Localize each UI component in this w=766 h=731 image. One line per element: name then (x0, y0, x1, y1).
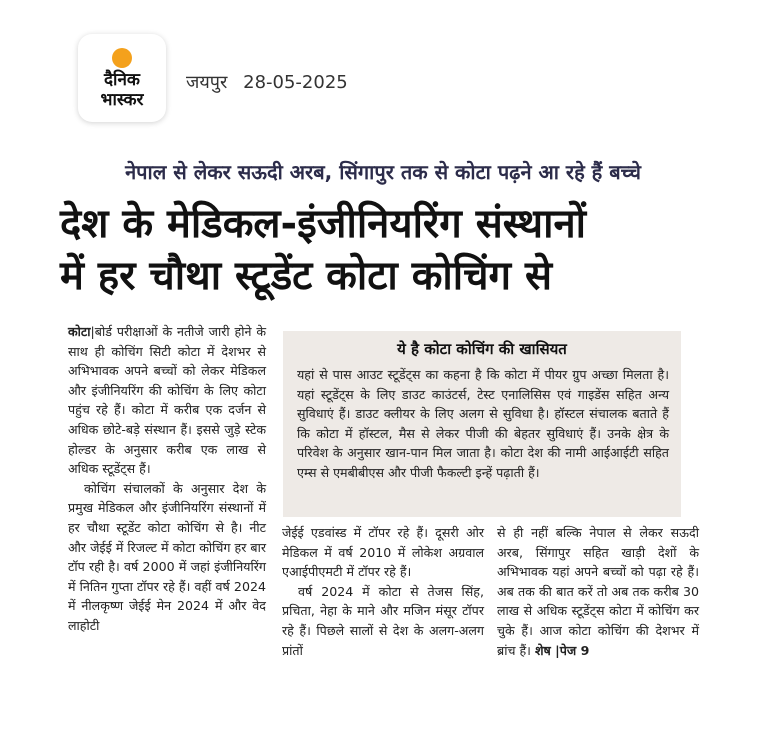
paragraph: कोचिंग संचालकों के अनुसार देश के प्रमुख मेडिकल और इंजीनियरिंग संस्थानों में हर चौथा स्टूडेंट कोटा कोचिंग से है। नीट और जेईई में रिजल्ट में कोटा कोचिंग हर बार टॉप रही है। वर्ष 2000 में जहां इंजीनियरिंग में नितिन गुप्ता टॉपर रहे हैं। वहीं वर्ष 2024 में नीलकृष्ण जेईई मेन 2024 में और वेद लाहोटी (68, 480, 266, 633)
box-title: ये है कोटा कोचिंग की खासियत (397, 340, 567, 358)
headline (60, 198, 710, 302)
paragraph (68, 322, 266, 479)
city-name: जयपुर (186, 72, 228, 93)
paragraph: जेईई एडवांस्ड में टॉपर रहे हैं। दूसरी ओर मेडिकल में वर्ष 2010 में लोकेश अग्रवाल एआईपीएमटी में टॉपर रहे हैं। (282, 525, 484, 580)
dateline-word: कोटा (68, 324, 91, 339)
dateline (186, 70, 348, 94)
article-column-2 (282, 523, 484, 660)
article-column-1 (68, 322, 266, 636)
kicker-heading: नेपाल से लेकर सऊदी अरब, सिंगापुर तक से कोटा पढ़ने आ रहे हैं बच्चे (125, 160, 641, 184)
paragraph (497, 523, 699, 660)
paragraph-text: से ही नहीं बल्कि नेपाल से लेकर सऊदी अरब, सिंगापुर सहित खाड़ी देशों के अभिभावक यहां अपने बच्चों को पढ़ा रहे हैं। अब तक की बात करें तो अब तक करीब 30 लाख से अधिक स्टूडेंट्स कोटा में कोचिंग कर चुके हैं। आज कोटा कोचिंग की देशभर में ब्रांच हैं। (497, 525, 699, 658)
article-column-3 (497, 523, 699, 660)
sun-icon (112, 48, 132, 68)
headline-line-2: में हर चौथा स्टूडेंट कोटा कोचिंग से (60, 253, 553, 299)
logo-line-2: भास्कर (100, 90, 144, 110)
paragraph-text: |बोर्ड परीक्षाओं के नतीजे जारी होने के साथ ही कोचिंग सिटी कोटा में देशभर से अभिभावक अपने बच्चों को लेकर मेडिकल और इंजीनियरिंग की कोचिंग के लिए कोटा पहुंच रहे हैं। कोटा में करीब एक दर्जन से अधिक छोटे-बड़े संस्थान हैं। इससे जुड़े स्टेक होल्डर के अनुसार करीब एक लाख से अधिक स्टूडेंट्स हैं। (68, 324, 266, 477)
continued-note: शेष |पेज 9 (534, 642, 590, 658)
publish-date: 28-05-2025 (243, 72, 348, 93)
highlights-box (283, 331, 681, 517)
paragraph: वर्ष 2024 में कोटा से तेजस सिंह, प्रचिता, नेहा के माने और मजिन मंसूर टॉपर रहे हैं। पिछले सालों से देश के अलग-अलग प्रांतों (282, 583, 484, 658)
logo-line-1: दैनिक (104, 70, 140, 90)
newspaper-logo (78, 34, 166, 122)
box-body: यहां से पास आउट स्टूडेंट्स का कहना है कि कोटा में पीयर ग्रुप अच्छा मिलता है। यहां स्टूडेंट्स के लिए डाउट काउंटर्स, टेस्ट एनालिसिस एवं गाइडेंस सहित अन्य सुविधाएं हैं। डाउट क्लीयर के लिए अलग से सुविधा है। हॉस्टल संचालक बताते हैं कि कोटा में हॉस्टल, मैस से लेकर पीजी की बेहतर सुविधाएं हैं। उनके क्षेत्र के परिवेश के अनुसार खान-पान मिल जाता है। कोटा देश की नामी आईआईटी सहित एम्स से एमबीबीएस और पीजी फैकल्टी इन्हें पढ़ाती हैं। (297, 367, 669, 480)
headline-line-1: देश के मेडिकल-इंजीनियरिंग संस्थानों (60, 201, 587, 247)
